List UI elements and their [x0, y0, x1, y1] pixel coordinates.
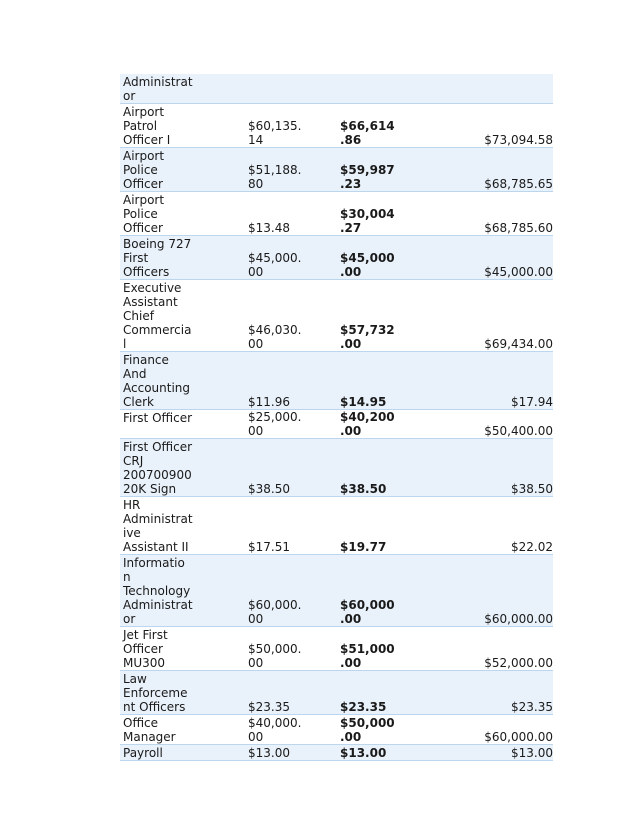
min-salary-cell: $38.50: [245, 439, 337, 497]
table-row: [120, 280, 553, 352]
table-row: [120, 671, 553, 715]
min-salary-cell: $51,188. 80: [245, 148, 337, 192]
max-salary-cell: $50,400.00: [430, 410, 553, 439]
table-row: [120, 74, 553, 104]
job-title-cell: Jet First Officer MU300: [120, 627, 245, 671]
mid-salary-cell: $50,000 .00: [337, 715, 430, 745]
max-salary-cell: [430, 74, 553, 104]
min-salary-cell: $23.35: [245, 671, 337, 715]
mid-salary-cell: $60,000 .00: [337, 555, 430, 627]
salary-table-body: [120, 74, 553, 761]
table-row: [120, 236, 553, 280]
max-salary-cell: $69,434.00: [430, 280, 553, 352]
mid-salary-cell: $45,000 .00: [337, 236, 430, 280]
max-salary-cell: $68,785.60: [430, 192, 553, 236]
table-row: [120, 192, 553, 236]
mid-salary-cell: $30,004 .27: [337, 192, 430, 236]
job-title-cell: Airport Police Officer: [120, 192, 245, 236]
max-salary-cell: $13.00: [430, 745, 553, 761]
min-salary-cell: $17.51: [245, 497, 337, 555]
table-row: [120, 352, 553, 410]
mid-salary-cell: $59,987 .23: [337, 148, 430, 192]
table-row: [120, 410, 553, 439]
mid-salary-cell: [337, 74, 430, 104]
job-title-cell: Administrat or: [120, 74, 245, 104]
max-salary-cell: $52,000.00: [430, 627, 553, 671]
job-title-cell: First Officer CRJ 200700900 20K Sign: [120, 439, 245, 497]
min-salary-cell: [245, 74, 337, 104]
min-salary-cell: $60,135. 14: [245, 104, 337, 148]
mid-salary-cell: $13.00: [337, 745, 430, 761]
salary-table: [120, 74, 553, 761]
job-title-cell: Law Enforceme nt Officers: [120, 671, 245, 715]
job-title-cell: First Officer: [120, 410, 245, 439]
table-row: [120, 104, 553, 148]
min-salary-cell: $11.96: [245, 352, 337, 410]
min-salary-cell: $25,000. 00: [245, 410, 337, 439]
max-salary-cell: $23.35: [430, 671, 553, 715]
max-salary-cell: $17.94: [430, 352, 553, 410]
job-title-cell: Airport Police Officer: [120, 148, 245, 192]
min-salary-cell: $60,000. 00: [245, 555, 337, 627]
table-row: [120, 497, 553, 555]
job-title-cell: Executive Assistant Chief Commercia l: [120, 280, 245, 352]
job-title-cell: Finance And Accounting Clerk: [120, 352, 245, 410]
table-row: [120, 715, 553, 745]
min-salary-cell: $45,000. 00: [245, 236, 337, 280]
job-title-cell: HR Administrat ive Assistant II: [120, 497, 245, 555]
table-row: [120, 745, 553, 761]
mid-salary-cell: $40,200 .00: [337, 410, 430, 439]
mid-salary-cell: $38.50: [337, 439, 430, 497]
job-title-cell: Office Manager: [120, 715, 245, 745]
job-title-cell: Boeing 727 First Officers: [120, 236, 245, 280]
max-salary-cell: $68,785.65: [430, 148, 553, 192]
max-salary-cell: $22.02: [430, 497, 553, 555]
mid-salary-cell: $51,000 .00: [337, 627, 430, 671]
table-row: [120, 439, 553, 497]
min-salary-cell: $46,030. 00: [245, 280, 337, 352]
max-salary-cell: $45,000.00: [430, 236, 553, 280]
min-salary-cell: $50,000. 00: [245, 627, 337, 671]
mid-salary-cell: $57,732 .00: [337, 280, 430, 352]
min-salary-cell: $13.48: [245, 192, 337, 236]
max-salary-cell: $60,000.00: [430, 555, 553, 627]
table-row: [120, 555, 553, 627]
min-salary-cell: $13.00: [245, 745, 337, 761]
mid-salary-cell: $66,614 .86: [337, 104, 430, 148]
max-salary-cell: $38.50: [430, 439, 553, 497]
job-title-cell: Informatio n Technology Administrat or: [120, 555, 245, 627]
table-row: [120, 148, 553, 192]
mid-salary-cell: $23.35: [337, 671, 430, 715]
min-salary-cell: $40,000. 00: [245, 715, 337, 745]
max-salary-cell: $60,000.00: [430, 715, 553, 745]
job-title-cell: Payroll: [120, 745, 245, 761]
max-salary-cell: $73,094.58: [430, 104, 553, 148]
table-row: [120, 627, 553, 671]
mid-salary-cell: $14.95: [337, 352, 430, 410]
job-title-cell: Airport Patrol Officer I: [120, 104, 245, 148]
mid-salary-cell: $19.77: [337, 497, 430, 555]
